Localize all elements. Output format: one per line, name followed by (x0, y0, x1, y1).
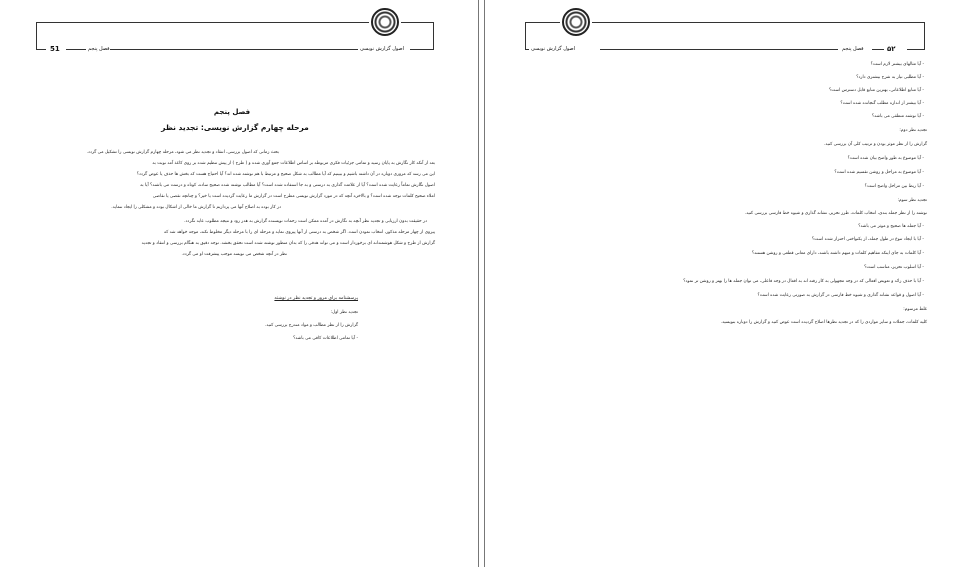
page-divider (478, 0, 479, 567)
header-rule-right (433, 22, 434, 50)
header-rule-bottom (525, 49, 529, 50)
page-number: ۵۲ (887, 45, 896, 53)
chapter-title: فصل پنجم (213, 108, 251, 116)
header-chapter: فصل پنجم (842, 46, 864, 52)
paragraph-line: نظر در آنچه شخص می نویسد موجب پیشرفت او می گردد. (181, 252, 287, 257)
page-divider (484, 0, 485, 567)
subsection-heading: تجدید نظر دوم: (899, 128, 927, 133)
list-item: - آیا موضوع به مراحل و روشن تقسیم شده است؟ (834, 170, 924, 175)
paragraph-line: اصول نگارش تماماً رعایت شده است؟ آیا از علامت گذاری به درستی و به جا استفاده شده است؟ آیا مطالب نوشته شده صحیح ساده، کوتاه و درست می باشند؟ آیا به (140, 183, 435, 188)
list-item: - آیا با حذف زائد و تعویض افعالی که در وجه مجهولی به کار رفته اند به افعال در وجه فاعلی، می توان جمله ها را بهتر و روشن تر نمود؟ (683, 279, 924, 284)
right-page (487, 0, 953, 567)
list-item: - آیا اصول و قواعد نشانه گذاری و شیوه خط فارسی در گزارش به صورتی رعایت شده است؟ (757, 293, 924, 298)
header-rule-left (36, 22, 37, 50)
paragraph-line: کلیه کلمات، جملات و سایر مواردی را که در تجدید نظرها اصلاح گردیده است عوض کنید و گزارش را دوباره بنویسید. (720, 320, 927, 325)
university-seal-logo (562, 8, 590, 36)
header-rule-top (592, 22, 925, 23)
list-item: - آیا کلمات به جای اینکه مفاهیم کلمات و مبهم داشته باشند، دارای معانی قطعی و روشن هستند؟ (751, 251, 924, 256)
list-item: - آیا مطلبی نیاز به شرح بیشتری دارد؟ (856, 75, 924, 80)
paragraph-line: در حقیقت بدون ارزیابی و تجدید نظر آنچه به نگارش در آمده ممکن است زحمات نویسنده گزارش به هدر رود و نتیجه مطلوب عاید نگردد. (184, 219, 427, 224)
paragraph-line: پیروی از چهار مرحله مذکور، انتخاب نمودن است. اگر شخص به درستی از آنها پیروی نماید و مرحله ای را با مرحله دیگر مخلوط نکند، موجه خواهد شد که (163, 230, 435, 235)
header-rule-right (924, 22, 925, 50)
paragraph-line: املاء صحیح کلمات توجه شده است؟ و بالاخره آنچه که در مورد گزارش نویسی مطرح است در گزارش ما رعایت گردیده است یا خیر؟ و چنانچه نقصی یا نقاضی (152, 194, 435, 199)
page-number: 51 (50, 45, 60, 53)
header-title: اصول گزارش نویسی (360, 46, 405, 52)
list-item: - آیا جمله ها صحیح و موثر می باشد؟ (858, 224, 924, 229)
paragraph-line: گزارش را از نظر موثر بودن و ترتیب کلی آن بررسی کنید. (824, 142, 927, 147)
left-page (0, 0, 476, 567)
section-item: تجدید نظر اول: (330, 310, 358, 315)
subsection-heading: غلط مرسوم: (903, 307, 927, 312)
header-rule-bottom (410, 49, 434, 50)
section-item: - آیا تمامی اطلاعات کافی می باشد؟ (293, 336, 358, 341)
list-item: - آیا مثالهای بیشتر لازم است؟ (870, 62, 924, 67)
paragraph-line: گزارش از طرح و شکل هوشمندانه ای برخوردار است و می تواند هدفی را که بدان منظور نوشته شده است تحقق بخشد. توجه دقیق به هنگام بررسی و انتقاد و تجدید (141, 241, 435, 246)
header-rule-bottom (110, 49, 358, 50)
list-item: - آیا موضوع به طور واضح بیان شده است؟ (847, 156, 924, 161)
paragraph-line: در کار بوده به اصلاح آنها می پردازیم تا گزارش ما خالی از اشکال بوده و مشکلی را ایجاد ننماید. (111, 205, 281, 210)
header-rule-bottom (872, 49, 884, 50)
section-item: گزارش را از نظر مطالب و مواد مندرج بررسی کنید. (264, 323, 358, 328)
header-rule-bottom (36, 49, 46, 50)
list-item: - آیا ربط بین مراحل واضح است؟ (864, 184, 924, 189)
header-rule-bottom (600, 49, 838, 50)
section-title: پرسشنامه برای مرور و تجدید نظر در نوشته (274, 296, 358, 301)
header-rule-bottom (66, 49, 86, 50)
subsection-heading: تجدید نظر سوم: (897, 198, 927, 203)
header-title: اصول گزارش نویسی (531, 46, 576, 52)
header-chapter: فصل پنجم (88, 46, 110, 52)
list-item: - آیا اسلوب تحریر، مناسب است؟ (864, 265, 924, 270)
paragraph-line: نوشته را از نظر جمله بندی، انتخاب کلمات، طرز تحریر، نشانه گذاری و شیوه خط فارسی بررسی کنید. (744, 211, 927, 216)
list-item: - آیا بیشتر از اندازه مطلب گنجانده شده است؟ (840, 101, 924, 106)
header-rule-bottom (907, 49, 925, 50)
header-rule-top (36, 22, 369, 23)
header-rule-left (525, 22, 526, 50)
paragraph-line: بعد از آنکه کار نگارش به پایان رسید و تمامی جزئیات فکری مربوطه بر اساس اطلاعات جمع آوری شده و ( طرح ) از پیش تنظیم شده بر روی کاغذ آمد نوبت به (152, 161, 435, 166)
list-item: - آیا منابع اطلاعاتی، بهترین منابع قابل دسترس است؟ (828, 88, 924, 93)
header-rule-top (525, 22, 560, 23)
university-seal-logo (371, 8, 399, 36)
header-rule-top (401, 22, 434, 23)
list-item: - آیا با ایجاد تنوع در طول جمله، از یکنواختی احتراز شده است؟ (811, 237, 924, 242)
paragraph-line: این می رسد که مروری دوباره در آن داشته باشیم و ببینیم که آیا مطالب به شکل صحیح و مرتبط با هم نوشته شده اند؟ آیا احتیاج هست که بخش ها حذف یا عوض گردد؟ (136, 172, 435, 177)
paragraph-line: بحث زمانی که اصول بررسی، انتقاد و تجدید نظر می شود، مرحله چهارم گزارش نویسی را تشکیل می گردد. (86, 150, 279, 155)
chapter-subtitle: مرحله چهارم گزارش نویسی: تجدید نظر (161, 123, 309, 132)
list-item: - آیا نوشته منطقی می باشد؟ (871, 114, 924, 119)
